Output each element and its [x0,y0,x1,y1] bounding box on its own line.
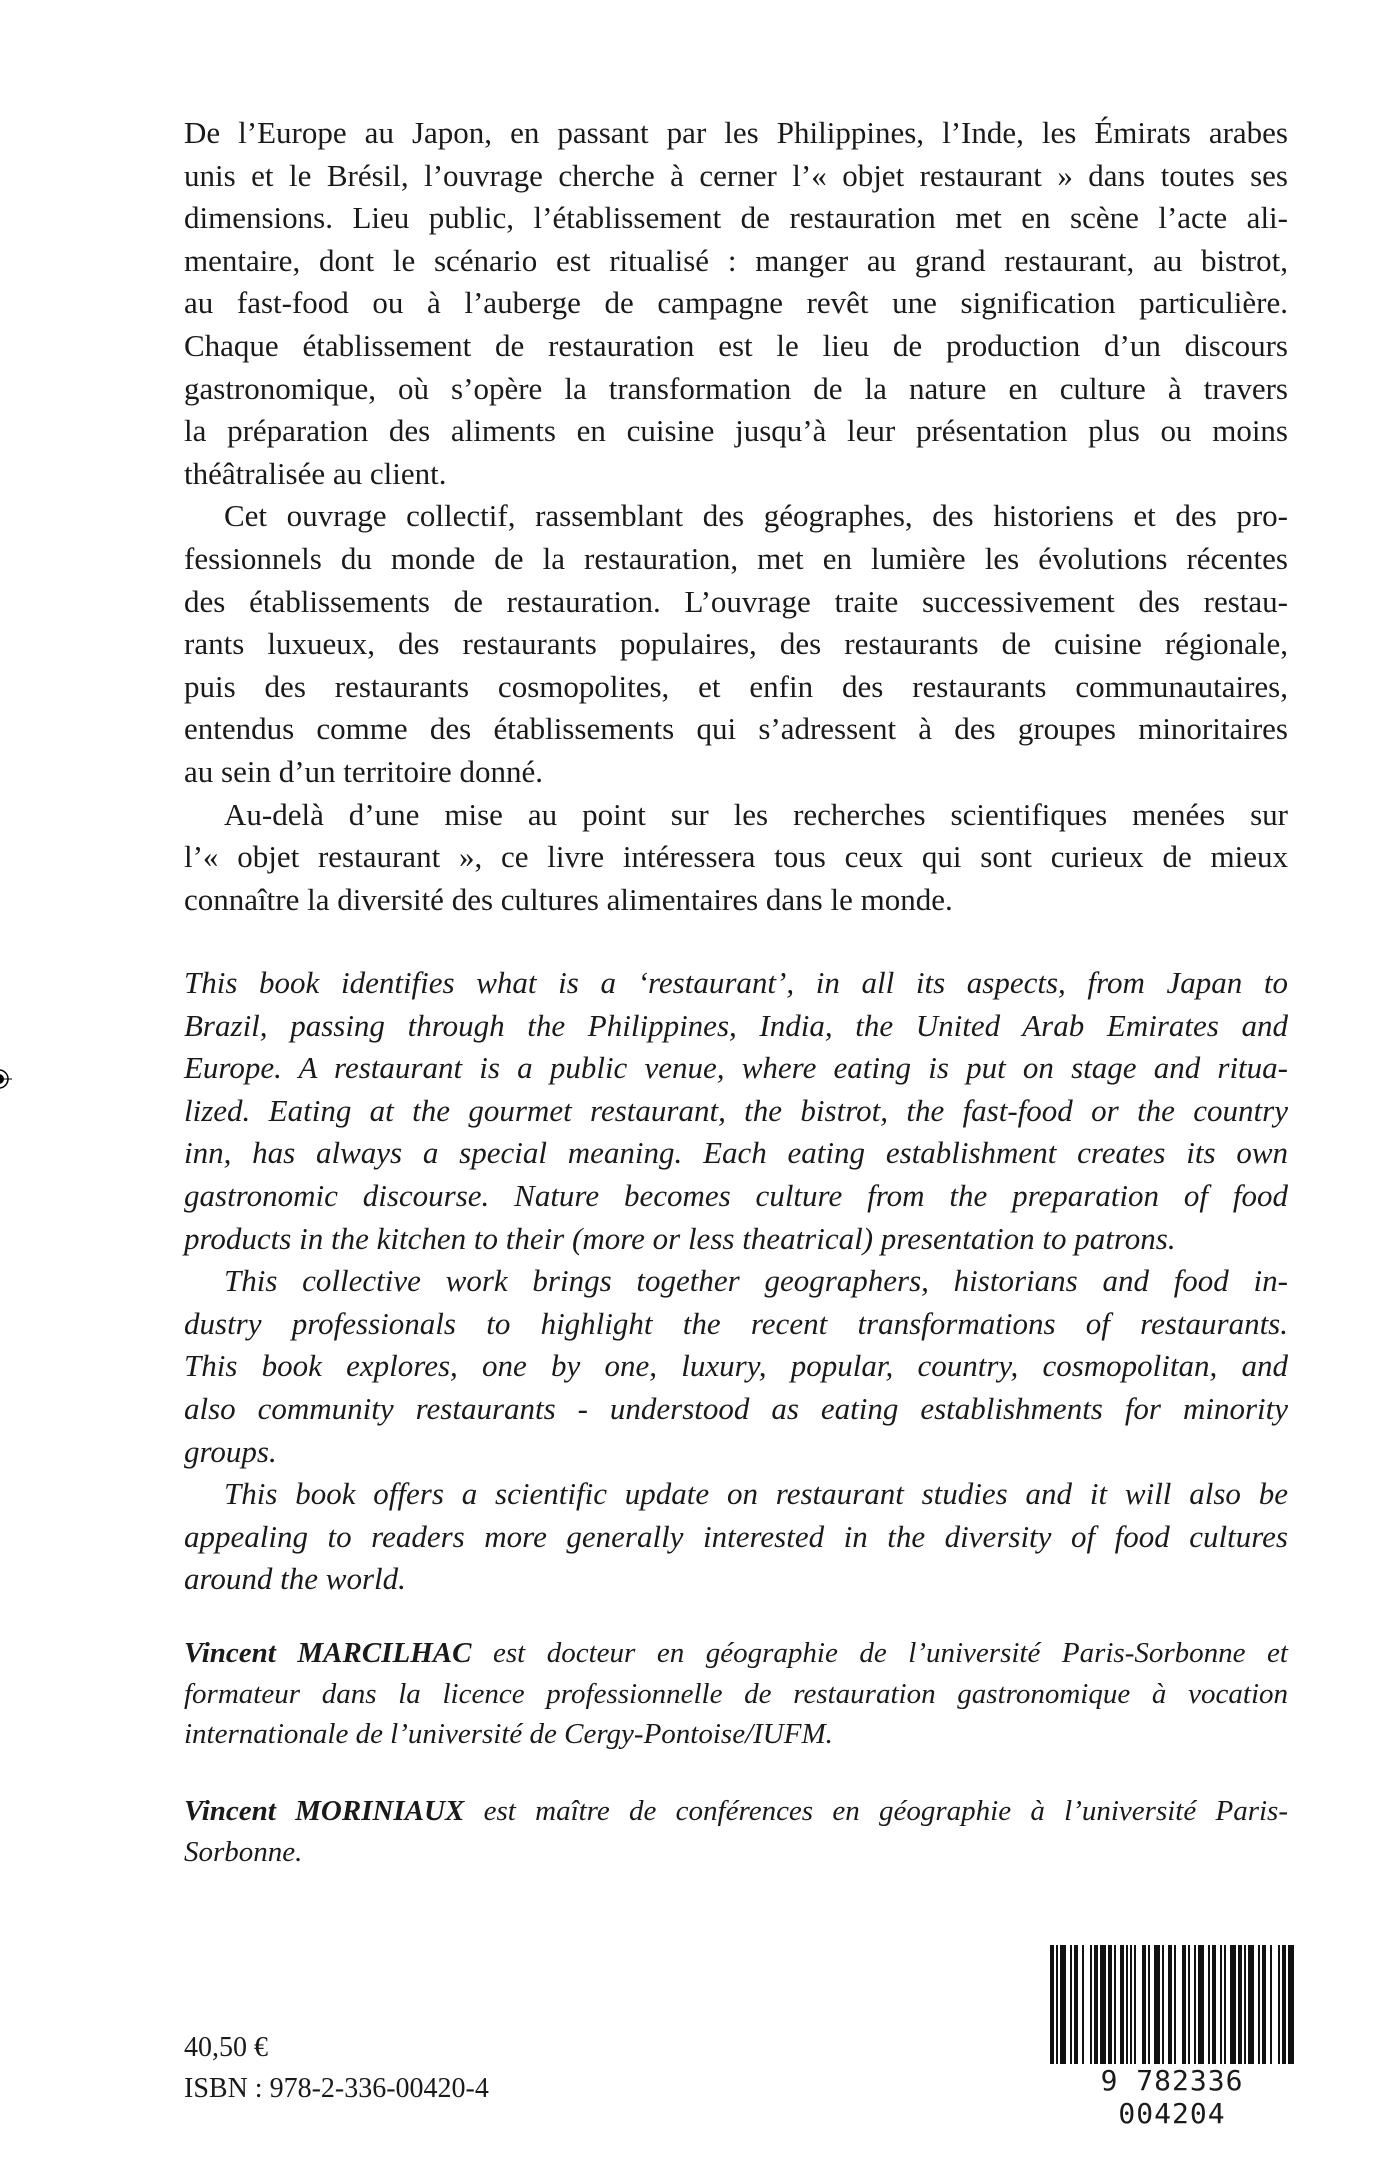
barcode-bar [1162,1945,1164,2073]
text-line: lized. Eating at the gourmet restaurant, the bistrot, the fast-food or the country [184,1092,1288,1128]
french-description [184,112,1288,921]
text-line: mentaire, dont le scénario est ritualisé : manger au grand restaurant, au bistrot, [184,242,1288,278]
barcode-bar [1220,1945,1222,2073]
barcode-bar [1258,1945,1260,2073]
barcode-bar [1230,1945,1236,2073]
author-bio-text: est maître de conférences en géographie à l’université Paris- [464,1795,1288,1827]
barcode-bar [1114,1945,1116,2073]
barcode-bar [1148,1945,1150,2073]
text-line: dustry professionals to highlight the recent transformations of restaurants. [184,1305,1288,1341]
barcode-bar [1238,1945,1242,2073]
text-line: Cet ouvrage collectif, rassemblant des géographes, des historiens et des pro- [224,498,1288,534]
text-line: unis et le Brésil, l’ouvrage cherche à cerner l’« objet restaurant » dans toutes ses [184,157,1288,193]
barcode-bar [1244,1945,1246,2073]
text-line: This book offers a scientific update on restaurant studies and it will also be [224,1476,1288,1512]
text-line: au fast-food ou à l’auberge de campagne revêt une signification particulière. [184,285,1288,321]
text-line: rants luxueux, des restaurants populaires, des restaurants de cuisine régionale, [184,626,1288,662]
barcode-bar [1082,1945,1084,2073]
barcode-bar [1094,1945,1098,2073]
text-line: gastronomique, où s’opère la transformation de la nature en culture à travers [184,370,1288,406]
author-bio-moriniaux [184,1791,1288,1872]
barcode-bar [1130,1945,1132,2073]
author-name: Vincent MORINIAUX [184,1795,465,1827]
text-line: au sein d’un territoire donné. [184,753,543,789]
barcode-bar [1090,1945,1092,2073]
text-line: internationale de l’université de Cergy-Pontoise/IUFM. [184,1718,833,1750]
barcode-bar [1154,1945,1160,2073]
registration-mark-icon [0,1066,12,1092]
barcode-bar [1198,1945,1204,2073]
text-line: des établissements de restauration. L’ouvrage traite successivement des restau- [184,583,1288,619]
barcode-bar [1278,1945,1280,2073]
text-line: l’« objet restaurant », ce livre intéressera tous ceux qui sont curieux de mieux [184,839,1288,875]
barcode-bar [1224,1945,1226,2073]
barcode-bar [1074,1945,1078,2073]
text-line: formateur dans la licence professionnelle de restauration gastronomique à vocation [184,1677,1288,1710]
price: 40,50 € [184,2032,268,2063]
text-line [184,1633,1288,1674]
barcode-bar [1188,1945,1190,2073]
text-line: gastronomic discourse. Nature becomes culture from the preparation of food [184,1177,1288,1213]
text-line: Chaque établissement de restauration est le lieu de production d’un discours [184,327,1288,363]
text-line: This book identifies what is a ‘restaurant’, in all its aspects, from Japan to [184,965,1288,1000]
barcode-bar [1212,1945,1216,2073]
english-description [184,962,1288,1601]
barcode-bar [1142,1945,1146,2073]
author-bio-marcilhac [184,1633,1288,1755]
barcode-bar [1208,1945,1210,2073]
barcode-bar [1126,1945,1128,2073]
barcode-bar [1194,1945,1196,2073]
text-line: De l’Europe au Japon, en passant par les Philippines, l’Inde, les Émirats arabes [184,115,1288,150]
text-line: théâtralisée au client. [184,455,447,491]
text-line: Brazil, passing through the Philippines, India, the United Arab Emirates and [184,1007,1288,1043]
text-line: This collective work brings together geographers, historians and food in- [224,1263,1288,1299]
barcode-bar [1270,1945,1272,2073]
text-line: This book explores, one by one, luxury, popular, country, cosmopolitan, and [184,1348,1288,1384]
author-bio-text: est docteur en géographie de l’université Paris-Sorbonne et [471,1637,1288,1669]
text-line: entendus comme des établissements qui s’adressent à des groupes minoritaires [184,711,1288,747]
barcode-bar [1134,1945,1136,2073]
barcode-bar [1248,1945,1254,2073]
text-line: fessionnels du monde de la restauration, met en lumière les évolutions récentes [184,540,1288,576]
author-name: Vincent MARCILHAC [184,1637,472,1669]
text-line: dimensions. Lieu public, l’établissement de restauration met en scène l’acte ali- [184,200,1288,236]
barcode-bar [1060,1945,1066,2073]
barcode-bar [1100,1945,1106,2073]
barcode-bar [1288,1945,1294,2073]
isbn: ISBN : 978-2-336-00420-4 [184,2073,489,2104]
text-line: la préparation des aliments en cuisine jusqu’à leur présentation plus ou moins [184,413,1288,449]
text-line: groups. [184,1433,277,1469]
text-line [184,1791,1288,1832]
barcode-bar [1262,1945,1266,2073]
text-line: appealing to readers more generally interested in the diversity of food cultures [184,1518,1288,1554]
text-line: around the world. [184,1561,406,1597]
text-line: inn, has always a special meaning. Each eating establishment creates its own [184,1135,1288,1171]
text-line: Sorbonne. [184,1835,303,1868]
barcode-bar [1108,1945,1112,2073]
text-line: connaître la diversité des cultures alimentaires dans le monde. [184,881,953,917]
text-line: Europe. A restaurant is a public venue, where eating is put on stage and ritua- [184,1050,1288,1086]
barcode-bar [1182,1945,1186,2073]
barcode-bar [1120,1945,1124,2073]
text-line: also community restaurants - understood as eating establishments for minority [184,1390,1288,1426]
text-line: puis des restaurants cosmopolites, et enfin des restaurants communautaires, [184,668,1288,704]
text-line: products in the kitchen to their (more or less theatrical) presentation to patrons. [184,1220,1176,1256]
barcode-bar [1070,1945,1072,2073]
barcode-number: 9 782336 004204 [1042,2064,1302,2130]
text-line: Au-delà d’une mise au point sur les recherches scientifiques menées sur [224,796,1288,832]
barcode-bar [1282,1945,1286,2073]
